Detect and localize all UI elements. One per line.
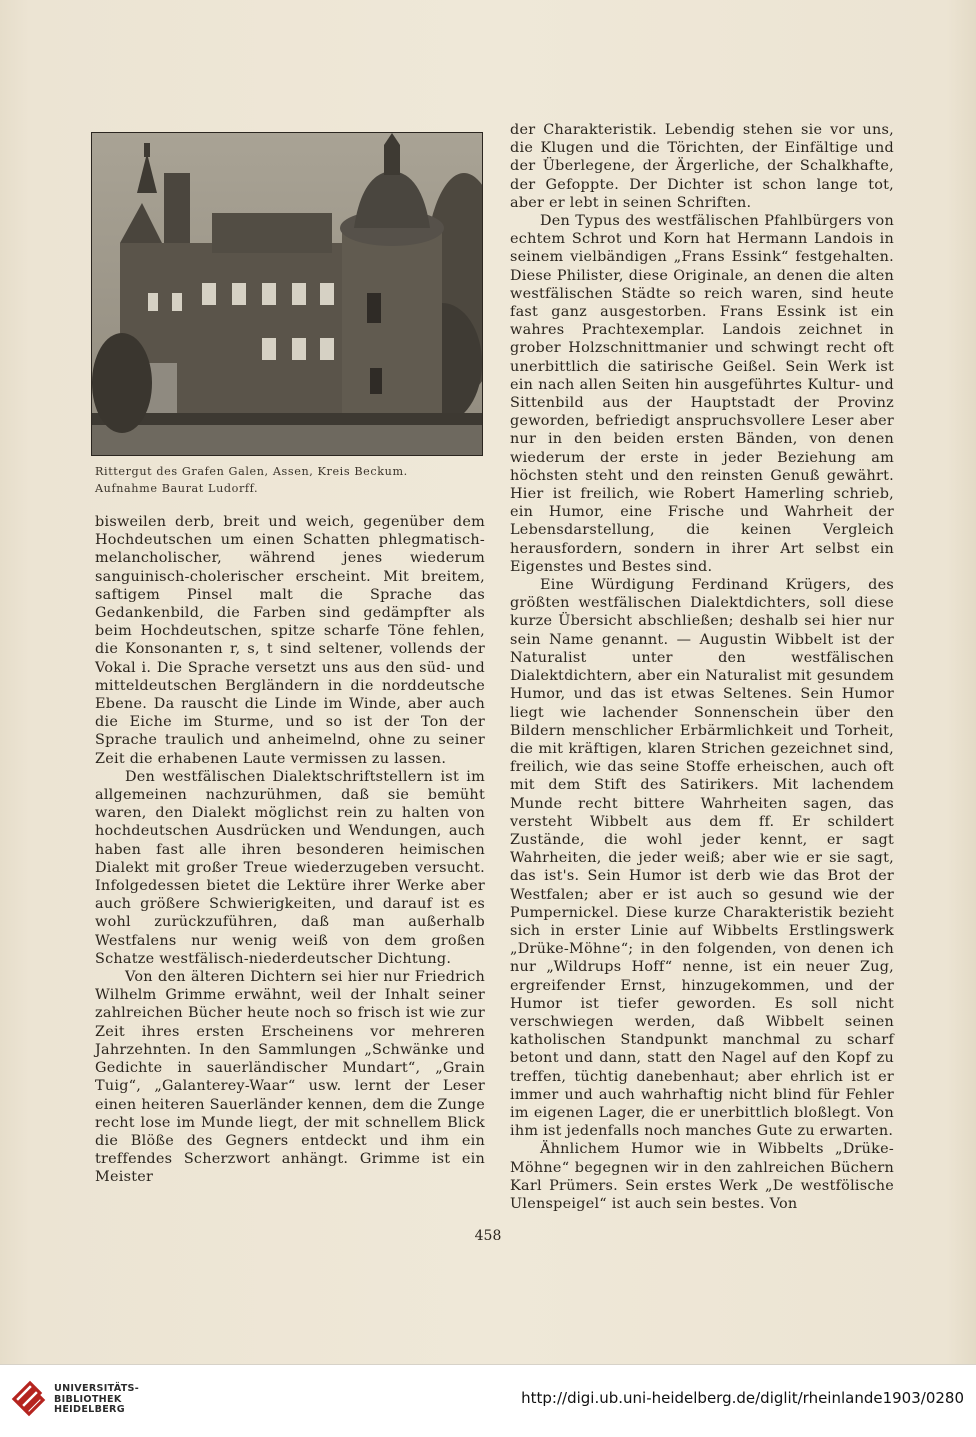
paragraph: Den westfälischen Dialektschriftstellern ist im allgemeinen nachzurühmen, daß sie bemüht waren, den Dialekt möglichst rein zu halten von hochdeutschen Ausdrücken und Wendungen, auch haben fast alle ihren besonderen heimischen Dialekt mit großer Treue wiederzugeben versucht. Infolgedessen bietet die Lektüre ihrer Werke aber auch größere Schwierigkeiten, und darauf ist es wohl zurückzuführen, daß man außerhalb Westfalens nur wenig weiß von dem großen Schatze westfälisch-niederdeutscher Dichtung. [95,768,485,967]
paragraph: Den Typus des westfälischen Pfahlbürgers von echtem Schrot und Korn hat Hermann Landois in seinem vielbändigen „Frans Essink“ festgehalten. Diese Philister, diese Originale, an denen die alten westfälischen Städte so reich waren, sind heute fast ganz ausgestorben. Frans Essink ist ein wahres Prachtexemplar. Landois zeichnet in grober Holzschnittmanier und schwingt recht oft unerbittlich die satirische Geißel. Sein Werk ist ein nach allen Seiten hin ausgeführtes Kultur- und Sittenbild aus der Hauptstadt der Provinz geworden, befriedigt anspruchsvollere Leser aber nur in den beiden ersten Bänden, von denen wiederum der erste in jeder Beziehung am höchsten steht und den reinsten Genuß gewährt. Hier ist freilich, wie Robert Hamerling schrieb, ein Humor, eine Frische und Wahrheit der Lebensdarstellung, die keinen Vergleich herausfordern, sondern in ihrer Art selbst ein Eigenstes und Bestes sind. [510,213,894,575]
right-text-column [510,121,894,1213]
left-text-column [95,513,485,1187]
paragraph: der Charakteristik. Lebendig stehen sie vor uns, die Klugen und die Törichten, der Einfältige und der Überlegene, der Ärgerliche, der Schalkhafte, der Gefoppte. Der Dichter ist schon lange tot, aber er lebt in seinen Schriften. [510,122,894,211]
university-library-logo-icon[interactable] [10,1379,46,1419]
paragraph: bisweilen derb, breit und weich, gegenüber dem Hochdeutschen um einen Schatten phlegmatisch-melancholischer, während jenes wiederum sanguinisch-cholerischer erscheint. Mit breitem, saftigem Pinsel malt die Sprache das Gedankenbild, die Farben sind gedämpfter als beim Hochdeutschen, spitze scharfe Töne fehlen, die Konsonanten r, s, t sind seltener, vollends der Vokal i. Die Sprache versetzt uns aus den süd- und mitteldeutschen Bergländern in die norddeutsche Ebene. Da rauscht die Linde im Winde, aber auch die Eiche im Sturme, und so ist der Ton der Sprache traulich und anheimelnd, ohne zu seiner Zeit die erhabenen Laute vermissen zu lassen. [95,514,485,767]
photo-caption [95,463,485,497]
castle-photograph [91,132,483,456]
library-line-1: UNIVERSITÄTS- [54,1383,140,1394]
footer-bar [0,1364,976,1437]
permalink-url[interactable]: http://digi.ub.uni-heidelberg.de/diglit/rheinlande1903/0280 [521,1389,964,1407]
paragraph: Ähnlichem Humor wie in Wibbelts „Drüke-Möhne“ begegnen wir in den zahlreichen Büchern Karl Prümers. Sein erstes Werk „De westfölische Ulenspeigel“ ist auch sein bestes. Von [510,1141,894,1212]
castle-photo-image [92,133,482,455]
paragraph: Eine Würdigung Ferdinand Krügers, des größten westfälischen Dialektdichters, soll diese kurze Übersicht abschließen; deshalb sei hier nur sein Name genannt. — Augustin Wibbelt ist der Naturalist unter den westfälischen Dialektdichtern, aber ein Naturalist mit gesundem Humor, und das ist etwas Seltenes. Sein Humor liegt wie lachender Sonnenschein über den Bildern menschlicher Erbärmlichkeit und Torheit, die mit kräftigen, klaren Strichen gezeichnet sind, freilich, wie das seine Stoffe erheischen, auch oft mit dem Stift des Satirikers. Mit lachendem Munde recht bittere Wahrheiten sagen, das versteht Wibbelt aus dem ff. Er schildert Zustände, die wohl jeder kennt, er sagt Wahrheiten, die jeder weiß; aber wie er sie sagt, das ist's. Sein Humor ist derb wie das Brot der Westfalen; aber er ist auch so gesund wie der Pumpernickel. Diese kurze Charakteristik bezieht sich in erster Linie auf Wibbelts Erstlingswerk „Drüke-Möhne“; in den folgenden, von denen ich nur „Wildrups Hoff“ nenne, ist ein neuer Zug, ergreifender Ernst, hinzugekommen, und der Humor ist tiefer geworden. Es soll nicht verschwiegen werden, daß Wibbelt seinen katholischen Standpunkt manchmal zu scharf betont und dann, statt den Nagel auf den Kopf zu treffen, tüchtig danebenhaut; aber ehrlich ist er immer und auch wahrhaftig nicht blind für Fehler im eigenen Lager, die er unerbittlich bloßlegt. Von ihm ist jedenfalls noch manches Gute zu erwarten. [510,577,894,1140]
library-name[interactable] [54,1384,139,1416]
caption-line-2: Aufnahme Baurat Ludorff. [95,482,259,495]
paragraph: Von den älteren Dichtern sei hier nur Friedrich Wilhelm Grimme erwähnt, weil der Inhalt seiner zahlreichen Bücher heute noch so frisch ist wie zur Zeit ihres ersten Erscheinens vor mehreren Jahrzehnten. In den Sammlungen „Schwänke und Gedichte in sauerländischer Mundart“, „Grain Tuig“, „Galanterey-Waar“ usw. lernt der Leser einen heiteren Sauerländer kennen, dem die Zunge recht lose im Munde liegt, der mit schnellem Blick die Blöße des Gegners entdeckt und ihm ein treffendes Scherzwort anhängt. Grimme ist ein Meister [95,969,485,1186]
library-line-2: BIBLIOTHEK [54,1393,122,1405]
page-number: 458 [474,1228,502,1244]
library-line-3: HEIDELBERG [54,1404,125,1416]
caption-line-1: Rittergut des Grafen Galen, Assen, Kreis Beckum. [95,465,408,478]
